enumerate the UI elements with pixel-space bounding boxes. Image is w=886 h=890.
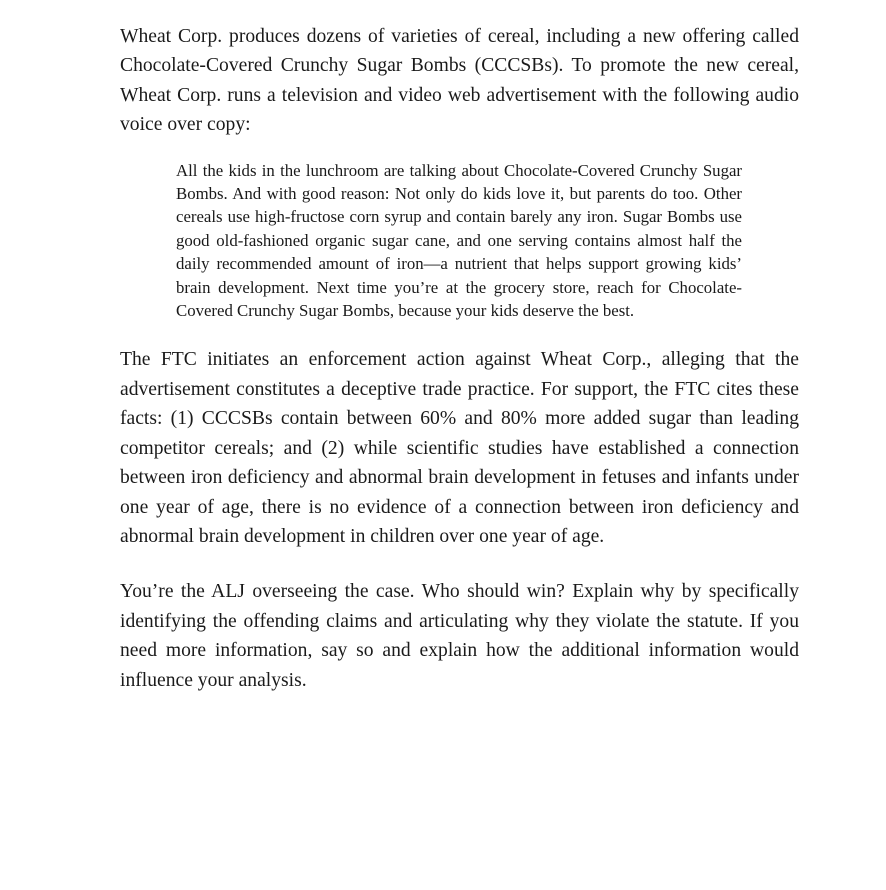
ftc-action-paragraph: The FTC initiates an enforcement action against Wheat Corp., alleging that the advertisement constitutes a deceptive trade practice. For support, the FTC cites these facts: (1) CCCSBs contain between 60% and 80% more added sugar than leading competitor cereals; and (2) while scientific studies have established a connection between iron deficiency and abnormal brain development in fetuses and infants under one year of age, there is no evidence of a connection between iron deficiency and abnormal brain development in children over one year of age. <box>120 349 799 547</box>
intro-paragraph: Wheat Corp. produces dozens of varieties of cereal, including a new offering called Chocolate-Covered Crunchy Sugar Bombs (CCCSBs). To promote the new cereal, Wheat Corp. runs a television and video web advertisement with the following audio voice over copy: <box>120 26 799 136</box>
document-page <box>120 22 799 695</box>
question-paragraph: You’re the ALJ overseeing the case. Who should win? Explain why by specifically identifying the offending claims and articulating why they violate the statute. If you need more information, say so and explain how the additional information would influence your analysis. <box>120 581 799 691</box>
ad-copy-blockquote: All the kids in the lunchroom are talking about Chocolate-Covered Crunchy Sugar Bombs. And with good reason: Not only do kids love it, but parents do too. Other cereals use high-fructose corn syrup and contain barely any iron. Sugar Bombs use good old-fashioned organic sugar cane, and one serving contains almost half the daily recommended amount of iron—a nutrient that helps support growing kids’ brain development. Next time you’re at the grocery store, reach for Chocolate-Covered Crunchy Sugar Bombs, because your kids deserve the best. <box>176 160 742 321</box>
